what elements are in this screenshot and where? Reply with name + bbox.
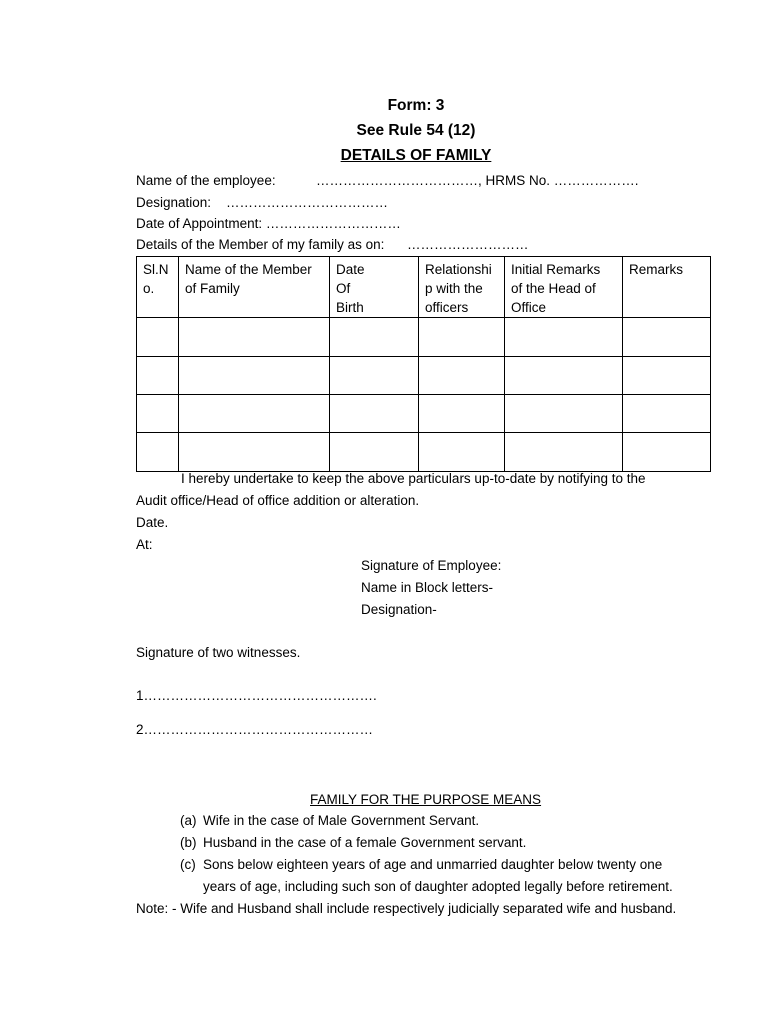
family-means-heading: FAMILY FOR THE PURPOSE MEANS	[310, 792, 542, 807]
table-cell[interactable]	[505, 318, 623, 357]
table-cell[interactable]	[419, 433, 505, 472]
table-row	[137, 433, 711, 472]
header-cell-remarks: Remarks	[623, 257, 711, 318]
header-cell-slno: Sl.N o.	[137, 257, 179, 318]
employee-signature-label: Signature of Employee:	[361, 558, 502, 573]
table-header-row	[137, 257, 711, 318]
list-item-wife: Wife in the case of Male Government Servant.	[203, 813, 480, 828]
note-text: Note: - Wife and Husband shall include respectively judicially separated wife and husband.	[136, 901, 677, 916]
table-row	[137, 357, 711, 395]
table-cell[interactable]	[623, 318, 711, 357]
block-letters-label: Name in Block letters-	[361, 580, 494, 595]
table-cell[interactable]	[419, 357, 505, 395]
rule-reference: See Rule 54 (12)	[356, 122, 476, 139]
table-cell[interactable]	[330, 433, 419, 472]
header-cell-initial-remarks: Initial Remarks of the Head of Office	[505, 257, 623, 318]
list-item-sons-continuation: years of age, including such son of daughter adopted legally before retirement.	[203, 879, 673, 894]
list-item-sons: Sons below eighteen years of age and unmarried daughter below twenty one	[203, 857, 663, 872]
undertaking-line-2: Audit office/Head of office addition or alteration.	[136, 493, 420, 508]
table-cell[interactable]	[137, 357, 179, 395]
table-cell[interactable]	[330, 357, 419, 395]
family-details-table	[136, 256, 711, 472]
table-row	[137, 318, 711, 357]
table-cell[interactable]	[419, 395, 505, 433]
page-title: DETAILS OF FAMILY	[340, 147, 492, 164]
table-cell[interactable]	[505, 357, 623, 395]
designation-signature-label: Designation-	[361, 602, 437, 617]
table-cell[interactable]	[137, 395, 179, 433]
table-cell[interactable]	[623, 357, 711, 395]
header-cell-member-name: Name of the Member of Family	[179, 257, 330, 318]
family-as-on-label: Details of the Member of my family as on:	[136, 237, 385, 252]
table-cell[interactable]	[137, 433, 179, 472]
table-cell[interactable]	[505, 395, 623, 433]
table-cell[interactable]	[419, 318, 505, 357]
at-label: At:	[136, 537, 153, 552]
witness-1-line: 1…………………………………………….	[136, 688, 377, 703]
form-number: Form: 3	[387, 97, 445, 114]
table-cell[interactable]	[505, 433, 623, 472]
witnesses-label: Signature of two witnesses.	[136, 645, 301, 660]
table-cell[interactable]	[623, 395, 711, 433]
table-cell[interactable]	[137, 318, 179, 357]
table-cell[interactable]	[330, 318, 419, 357]
table-cell[interactable]	[179, 433, 330, 472]
witness-2-line: 2……………………………………………	[136, 722, 374, 737]
employee-name-field: ………………………………, HRMS No. ……………….	[316, 173, 639, 188]
date-label: Date.	[136, 515, 169, 530]
list-marker-a: (a)	[180, 813, 197, 828]
employee-name-label: Name of the employee:	[136, 173, 276, 188]
designation-field: ………………………………	[226, 195, 388, 210]
table-cell[interactable]	[623, 433, 711, 472]
appointment-date-field: Date of Appointment: …………………………	[136, 216, 401, 231]
list-marker-c: (c)	[180, 857, 196, 872]
family-as-on-field: ………………………	[407, 237, 529, 252]
table-cell[interactable]	[179, 357, 330, 395]
designation-label: Designation:	[136, 195, 212, 210]
table-row	[137, 395, 711, 433]
list-item-husband: Husband in the case of a female Government servant.	[203, 835, 527, 850]
undertaking-line-1: I hereby undertake to keep the above particulars up-to-date by notifying to the	[181, 471, 646, 486]
table-cell[interactable]	[330, 395, 419, 433]
header-cell-dob: Date Of Birth	[330, 257, 419, 318]
header-cell-relationship: Relationshi p with the officers	[419, 257, 505, 318]
table-cell[interactable]	[179, 395, 330, 433]
list-marker-b: (b)	[180, 835, 197, 850]
table-cell[interactable]	[179, 318, 330, 357]
